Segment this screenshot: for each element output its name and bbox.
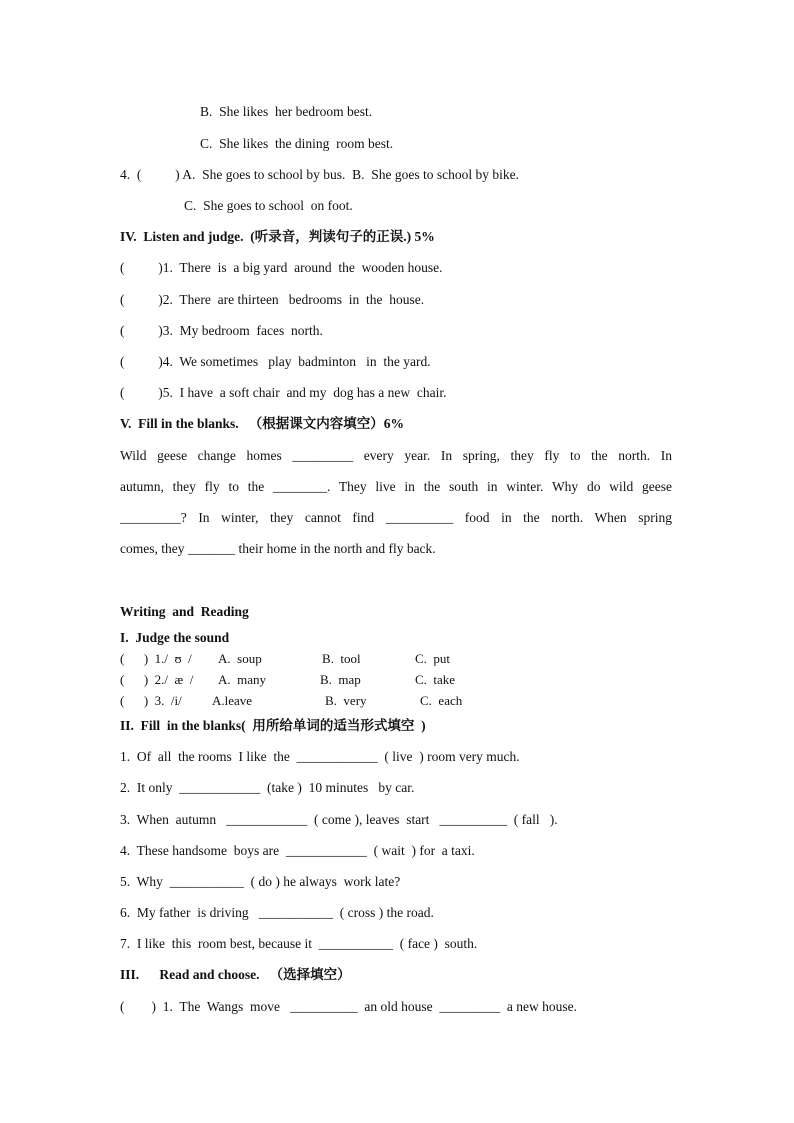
judge-item: ( )1. There is a big yard around the wooden house. xyxy=(120,260,443,275)
q3-option-c: C. She likes the dining room best. xyxy=(200,136,394,151)
sound-question: ( ) 2./ æ / xyxy=(120,672,194,687)
fill-item: 2. It only ____________ (take ) 10 minutes by car. xyxy=(120,780,415,795)
passage-line: _________? In winter, they cannot find __________ food in the north. When spring xyxy=(120,510,672,525)
section5-heading: V. Fill in the blanks. （根据课文内容填空）6% xyxy=(120,416,405,431)
sound-option-c: C. take xyxy=(415,672,456,687)
sound-option-c: C. put xyxy=(415,651,451,666)
judge-item: ( )5. I have a soft chair and my dog has a new chair. xyxy=(120,385,447,400)
judge-item: ( )3. My bedroom faces north. xyxy=(120,323,323,338)
fill-item: 7. I like this room best, because it ___________ ( face ) south. xyxy=(120,936,478,951)
sound-option-b: B. map xyxy=(320,672,361,687)
sound-option-b: B. very xyxy=(325,693,367,708)
fill-blanks-heading: II. Fill in the blanks( 用所给单词的适当形式填空 ) xyxy=(120,718,426,733)
judge-sound-heading: I. Judge the sound xyxy=(120,630,230,645)
sound-option-b: B. tool xyxy=(322,651,361,666)
q4-option-c: C. She goes to school on foot. xyxy=(184,198,353,213)
sound-question: ( ) 1./ ʊ / xyxy=(120,651,192,666)
sound-question: ( ) 3. /i/ xyxy=(120,693,182,708)
q3-option-b: B. She likes her bedroom best. xyxy=(200,104,373,119)
fill-item: 3. When autumn ____________ ( come ), leaves start __________ ( fall ). xyxy=(120,812,558,827)
sound-option-a: A. soup xyxy=(218,651,262,666)
passage-line: Wild geese change homes _________ every year. In spring, they fly to the north. In xyxy=(120,448,672,463)
read-choose-heading: III. Read and choose. （选择填空） xyxy=(120,967,351,982)
judge-item: ( )2. There are thirteen bedrooms in the house. xyxy=(120,292,425,307)
sound-option-a: A. many xyxy=(218,672,267,687)
fill-item: 4. These handsome boys are ____________ ( wait ) for a taxi. xyxy=(120,843,475,858)
fill-item: 5. Why ___________ ( do ) he always work late? xyxy=(120,874,401,889)
fill-item: 6. My father is driving ___________ ( cross ) the road. xyxy=(120,905,434,920)
sound-option-c: C. each xyxy=(420,693,463,708)
passage-line: comes, they _______ their home in the north and fly back. xyxy=(120,541,436,556)
passage-line: autumn, they fly to the ________. They live in the south in winter. Why do wild geese xyxy=(120,479,672,494)
section4-heading: IV. Listen and judge. (听录音，判读句子的正误.) 5% xyxy=(120,229,435,244)
choose-item: ( ) 1. The Wangs move __________ an old house _________ a new house. xyxy=(120,999,577,1014)
writing-reading-title: Writing and Reading xyxy=(120,604,249,619)
fill-item: 1. Of all the rooms I like the ____________ ( live ) room very much. xyxy=(120,749,520,764)
q4-line: 4. ( ) A. She goes to school by bus. B. She goes to school by bike. xyxy=(120,167,519,182)
sound-option-a: A.leave xyxy=(212,693,253,708)
judge-item: ( )4. We sometimes play badminton in the yard. xyxy=(120,354,431,369)
